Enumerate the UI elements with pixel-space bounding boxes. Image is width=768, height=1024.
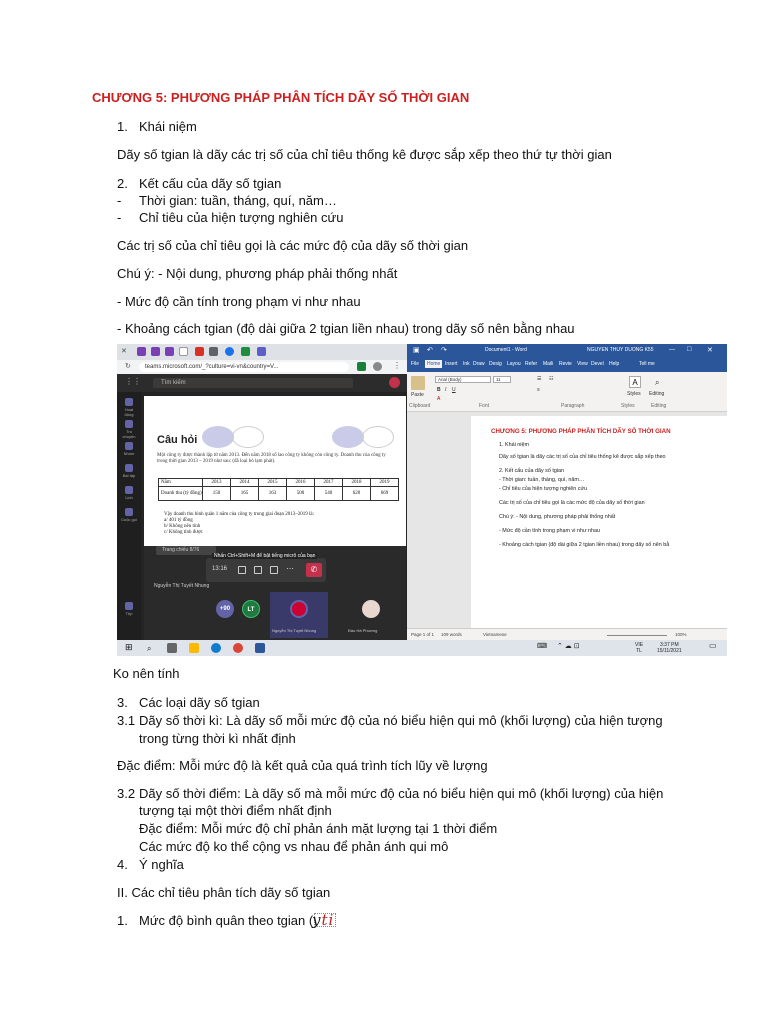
document-title: Document1 - Word <box>485 347 527 353</box>
decor-bubble <box>202 426 234 448</box>
rail-item-activity[interactable]: Hoạt động <box>121 398 137 414</box>
clock[interactable] <box>657 642 682 654</box>
word-icon[interactable] <box>255 643 265 653</box>
account-name[interactable]: NGUYEN THUY DUONG K55 <box>587 347 654 353</box>
table-cell: Năm <box>159 479 203 487</box>
url-field[interactable]: teams.microsoft.com/_?culture=vi-vn&country=V... <box>139 362 349 372</box>
formula-text <box>312 911 334 928</box>
table-cell: 620 <box>343 487 371 501</box>
language-code: VIE <box>635 642 644 648</box>
page-line: 2. Kết cấu của dãy số tgian <box>499 468 565 474</box>
call-timer: 13:16 <box>212 566 228 572</box>
rail-item-chat[interactable]: Trò chuyện <box>121 420 137 436</box>
table-cell: 150 <box>203 487 231 501</box>
paragraph: Đặc điểm: Mỗi mức độ chỉ phản ánh mặt lượng tại 1 thời điểm <box>139 821 498 836</box>
page-line: - Chỉ tiêu của hiện tượng nghiên cứu <box>499 486 588 492</box>
rail-item-files[interactable]: Tệp <box>121 602 137 618</box>
rail-item-calls[interactable]: Cuộc gọi <box>121 508 137 524</box>
slide-pager[interactable]: Trang chiếu 8/76 <box>156 546 216 555</box>
paragraph: Đặc điểm: Mỗi mức độ là kết quả của quá trình tích lũy về lượng <box>117 758 488 773</box>
tab-favicon-icon[interactable] <box>209 347 218 356</box>
table-cell: 669 <box>371 487 399 501</box>
paragraph: - Mức độ cần tính trong phạm vi như nhau <box>117 294 361 309</box>
more-icon[interactable]: ⋯ <box>286 564 294 573</box>
file-explorer-icon[interactable] <box>189 643 199 653</box>
input-language[interactable] <box>635 642 643 654</box>
tab-favicon-icon[interactable] <box>137 347 146 356</box>
paragraph: Dãy số thời điểm: Là dãy số mà mỗi mức độ của nó biểu hiện qui mô (khối lượng) của hiện <box>139 786 664 801</box>
styles-icon[interactable]: A <box>629 376 641 388</box>
browser-address-bar <box>117 360 407 374</box>
section-number: 3.1 <box>117 713 136 728</box>
slide-description: Một công ty được thành lập từ năm 2013. Đến năm 2018 số lao công ty không còn công ty. Doanh thu của công ty trong thời gian 2013 – 2019 như sau: (đã loại bỏ lạm phát). <box>157 453 386 464</box>
teams-search-input[interactable]: Tìm kiếm <box>153 378 353 388</box>
table-row <box>159 479 399 487</box>
paragraph: Ko nên tính <box>113 666 180 681</box>
paste-label[interactable]: Paste <box>411 392 424 398</box>
task-view-icon[interactable] <box>167 643 177 653</box>
table-row <box>159 487 399 501</box>
paragraph: Dãy số thời kì: Là dãy số mỗi mức độ của nó biểu hiện qui mô (khối lượng) của hiện tượng <box>139 713 663 728</box>
close-tab-icon[interactable]: ✕ <box>121 348 127 355</box>
table-cell: 2016 <box>287 479 315 487</box>
styles-label[interactable]: Styles <box>627 391 641 397</box>
table-cell: 2018 <box>343 479 371 487</box>
tab-view[interactable]: View <box>577 361 588 367</box>
word-count[interactable]: 109 words <box>441 632 462 637</box>
section-title: Kết cấu của dãy số tgian <box>139 176 282 191</box>
page-line: 1. Khái niệm <box>499 442 529 448</box>
tab-favicon-icon[interactable] <box>241 347 250 356</box>
mic-off-icon[interactable] <box>254 566 262 574</box>
rail-item-teams[interactable]: Nhóm <box>121 442 137 458</box>
mute-hint: Nhấn Ctrl+Shift+M để bật tiếng micrô của bạn <box>214 553 316 559</box>
table-cell: 2013 <box>203 479 231 487</box>
table-cell: 2014 <box>231 479 259 487</box>
numbering-icon[interactable]: ☷ <box>549 376 554 382</box>
participant-photo <box>290 600 308 618</box>
bullet-item: Chỉ tiêu của hiện tượng nghiên cứu <box>139 210 344 225</box>
windows-taskbar <box>117 640 727 656</box>
section-title: Mức độ bình quân theo tgian ( <box>139 913 314 928</box>
bullets-icon[interactable]: ☰ <box>537 376 542 382</box>
shared-slide <box>144 396 406 546</box>
revenue-table <box>158 478 399 501</box>
table-cell: 540 <box>315 487 343 501</box>
tab-mailings[interactable]: Maili <box>543 361 554 367</box>
paragraph: Các mức độ ko thể cộng vs nhau để phản ánh qui mô <box>139 839 449 854</box>
page-line: Dãy số tgian là dãy các trị số của chỉ tiêu thống kê được sắp xếp theo <box>499 454 666 460</box>
paragraph: Chú ý: - Nội dung, phương pháp phải thống nhất <box>117 266 398 281</box>
paragraph: tượng tại một thời điểm nhất định <box>139 803 332 818</box>
search-icon[interactable]: ⌕ <box>147 644 152 653</box>
paragraph: Dãy số tgian là dãy các trị số của chỉ tiêu thống kê được sắp xếp theo thứ tự thời gian <box>117 147 612 162</box>
page-line: - Mức độ cần tính trong phạm vi như nhau <box>499 528 601 534</box>
table-cell: 2019 <box>371 479 399 487</box>
tab-references[interactable]: Refer <box>525 361 538 367</box>
teams-app-rail <box>117 392 141 640</box>
decor-bubble <box>362 426 394 448</box>
chapter-heading: CHƯƠNG 5: PHƯƠNG PHÁP PHÂN TÍCH DÃY SỐ THỜI GIAN <box>92 90 470 105</box>
bullet-item: Thời gian: tuần, tháng, quí, năm… <box>139 193 337 208</box>
zoom-slider[interactable] <box>607 635 667 636</box>
language[interactable]: Vietnamese <box>483 632 507 637</box>
section-number: 2. <box>117 176 128 191</box>
tab-favicon-icon[interactable] <box>151 347 160 356</box>
hang-up-button[interactable]: ✆ <box>306 563 322 577</box>
italic-icon[interactable]: I <box>445 387 447 393</box>
rail-item-assignments[interactable]: Bài tập <box>121 464 137 480</box>
chrome-icon[interactable] <box>233 643 243 653</box>
teams-window <box>117 344 407 640</box>
slide-title: Câu hỏi <box>157 434 198 446</box>
language-code-2: TL <box>636 648 642 654</box>
table-cell: 500 <box>287 487 315 501</box>
windows-start-icon[interactable]: ⊞ <box>125 642 133 652</box>
formula-y: y <box>312 911 322 929</box>
document-canvas <box>407 412 727 628</box>
share-icon[interactable] <box>270 566 278 574</box>
page-heading: CHƯƠNG 5: PHƯƠNG PHÁP PHÂN TÍCH DÃY SỐ THỜI GIAN <box>491 428 671 435</box>
tab-favicon-icon[interactable] <box>257 347 266 356</box>
bullet-dash: - <box>117 193 122 208</box>
zoom-level[interactable]: 100% <box>675 632 687 637</box>
participant-name: Nguyễn Thị Tuyết Nhung <box>272 628 317 633</box>
table-cell: 2015 <box>259 479 287 487</box>
section-title: Khái niệm <box>139 119 197 134</box>
paragraph: Các trị số của chỉ tiêu gọi là các mức độ của dãy số thời gian <box>117 238 469 253</box>
app-grid-icon[interactable]: ⋮⋮ <box>125 377 141 386</box>
word-title-bar <box>407 344 727 358</box>
user-avatar[interactable] <box>389 377 400 388</box>
tab-favicon-icon[interactable] <box>195 347 204 356</box>
tab-design[interactable]: Desig <box>489 361 502 367</box>
table-cell: Doanh thu (tỷ đồng) <box>159 487 203 501</box>
tab-layout[interactable]: Layou <box>507 361 521 367</box>
table-cell: 163 <box>259 487 287 501</box>
tab-help[interactable]: Help <box>609 361 620 367</box>
redo-icon[interactable]: ↷ <box>441 347 447 354</box>
meeting-area <box>144 546 406 640</box>
close-icon[interactable]: ✕ <box>707 347 713 354</box>
tab-developer[interactable]: Devel <box>591 361 604 367</box>
calendar-icon <box>125 486 133 494</box>
tab-home[interactable]: Home <box>427 361 441 367</box>
rail-item-calendar[interactable]: Lịch <box>121 486 137 502</box>
teams-header <box>117 374 407 392</box>
page-line: Chú ý: - Nội dung, phương pháp phải thống nhất <box>499 514 616 520</box>
participant-name: Đào Hà Phương <box>348 628 378 633</box>
group-label: Editing <box>651 403 667 409</box>
participant-count-avatar[interactable]: +90 <box>216 600 234 618</box>
keyboard-icon[interactable]: ⌨ <box>537 643 548 650</box>
font-name-select[interactable]: Arial (Body) <box>435 376 491 383</box>
part-heading: II. Các chỉ tiêu phân tích dãy số tgian <box>117 885 331 900</box>
answer-option: b/ Không nên tính <box>164 524 201 529</box>
tell-me-search[interactable]: Tell me <box>639 361 655 367</box>
font-color-icon[interactable]: A <box>437 396 441 402</box>
decor-bubble <box>332 426 364 448</box>
call-controls <box>206 558 326 582</box>
section-number: 3.2 <box>117 786 136 801</box>
video-tile <box>270 592 328 638</box>
underline-icon[interactable]: U <box>452 387 456 393</box>
tab-file[interactable]: File <box>411 361 420 367</box>
section-number: 4. <box>117 857 128 872</box>
word-status-bar <box>407 628 727 640</box>
video-tile <box>334 592 404 638</box>
clock-time: 3:37 PM <box>660 642 679 648</box>
tab-favicon-icon[interactable] <box>165 347 174 356</box>
page-line: - Khoảng cách tgian (độ dài giữa 2 tgian liền nhau) trong dãy số nên bằ <box>499 542 670 548</box>
clock-date: 15/11/2021 <box>657 648 682 654</box>
reload-icon[interactable]: ↻ <box>125 363 131 370</box>
word-window <box>407 344 727 640</box>
page-line: Các trị số của chỉ tiêu gọi là các mức độ của dãy số thời gian <box>499 500 645 506</box>
page-count[interactable]: Page 1 of 1 <box>411 632 435 637</box>
tab-insert[interactable]: Insert <box>445 361 458 367</box>
save-icon[interactable]: ▣ <box>413 347 420 354</box>
answer-option: c/ Không tính được <box>164 530 203 535</box>
notification-icon[interactable]: ▭ <box>709 641 717 650</box>
browser-tab-strip <box>117 344 407 360</box>
group-label: Paragraph <box>561 403 585 409</box>
chat-icon <box>125 420 133 428</box>
presenter-name: Nguyễn Thị Tuyết Nhung <box>154 583 210 589</box>
ribbon-tabs <box>407 358 727 372</box>
group-label: Font <box>479 403 490 409</box>
editing-label[interactable]: Editing <box>649 391 665 397</box>
profile-icon[interactable] <box>373 362 382 371</box>
teams-icon <box>125 442 133 450</box>
extension-icon[interactable] <box>357 362 366 371</box>
page-line: - Thời gian: tuần, tháng, quí, năm… <box>499 477 585 483</box>
assignment-icon <box>125 464 133 472</box>
font-size-select[interactable]: 11 <box>493 376 511 383</box>
ribbon <box>407 372 727 412</box>
tab-draw[interactable]: Draw <box>473 361 485 367</box>
system-tray-icons[interactable]: ⌃ ☁ ⊡ <box>557 643 580 650</box>
bell-icon <box>125 398 133 406</box>
section-number: 3. <box>117 695 128 710</box>
slide-question <box>164 512 314 536</box>
section-number: 1. <box>117 913 128 928</box>
menu-dots-icon[interactable]: ⋮ <box>393 361 401 370</box>
question-text: Vậy doanh thu bình quân 1 năm của công ty trong giai đoạn 2013–2019 là: <box>164 512 314 517</box>
bold-icon[interactable]: B <box>437 387 441 393</box>
paragraph: trong từng thời kì nhất định <box>139 731 296 746</box>
table-cell: 2017 <box>315 479 343 487</box>
tab-favicon-icon[interactable] <box>179 347 188 356</box>
paste-icon[interactable] <box>411 376 425 390</box>
group-label: Clipboard <box>409 403 431 409</box>
section-number: 1. <box>117 119 128 134</box>
embedded-screenshot <box>117 344 727 656</box>
edge-icon[interactable] <box>211 643 221 653</box>
phone-icon <box>125 508 133 516</box>
participant-avatar[interactable]: LT <box>242 600 260 618</box>
file-icon <box>125 602 133 610</box>
table-cell: 165 <box>231 487 259 501</box>
undo-icon[interactable]: ↶ <box>427 347 433 354</box>
maximize-icon[interactable]: □ <box>687 346 692 353</box>
align-icon[interactable]: ≡ <box>537 387 540 393</box>
group-label: Styles <box>621 403 635 409</box>
minimize-icon[interactable]: — <box>669 347 675 353</box>
participant-photo <box>362 600 380 618</box>
tab-favicon-icon[interactable] <box>225 347 234 356</box>
search-icon[interactable]: ⌕ <box>655 378 660 387</box>
document-page[interactable] <box>471 416 727 628</box>
formula-subscript: ti <box>321 911 335 929</box>
paragraph: - Khoảng cách tgian (độ dài giữa 2 tgian liền nhau) trong dãy số nên bằng nhau <box>117 321 575 336</box>
tab-review[interactable]: Revie <box>559 361 572 367</box>
section-title: Các loại dãy số tgian <box>139 695 260 710</box>
decor-bubble <box>232 426 264 448</box>
answer-option: a/ 401 tỷ đồng <box>164 518 193 523</box>
section-title: Ý nghĩa <box>139 857 184 872</box>
bullet-dash: - <box>117 210 122 225</box>
camera-icon[interactable] <box>238 566 246 574</box>
tab-ink[interactable]: Ink <box>463 361 470 367</box>
